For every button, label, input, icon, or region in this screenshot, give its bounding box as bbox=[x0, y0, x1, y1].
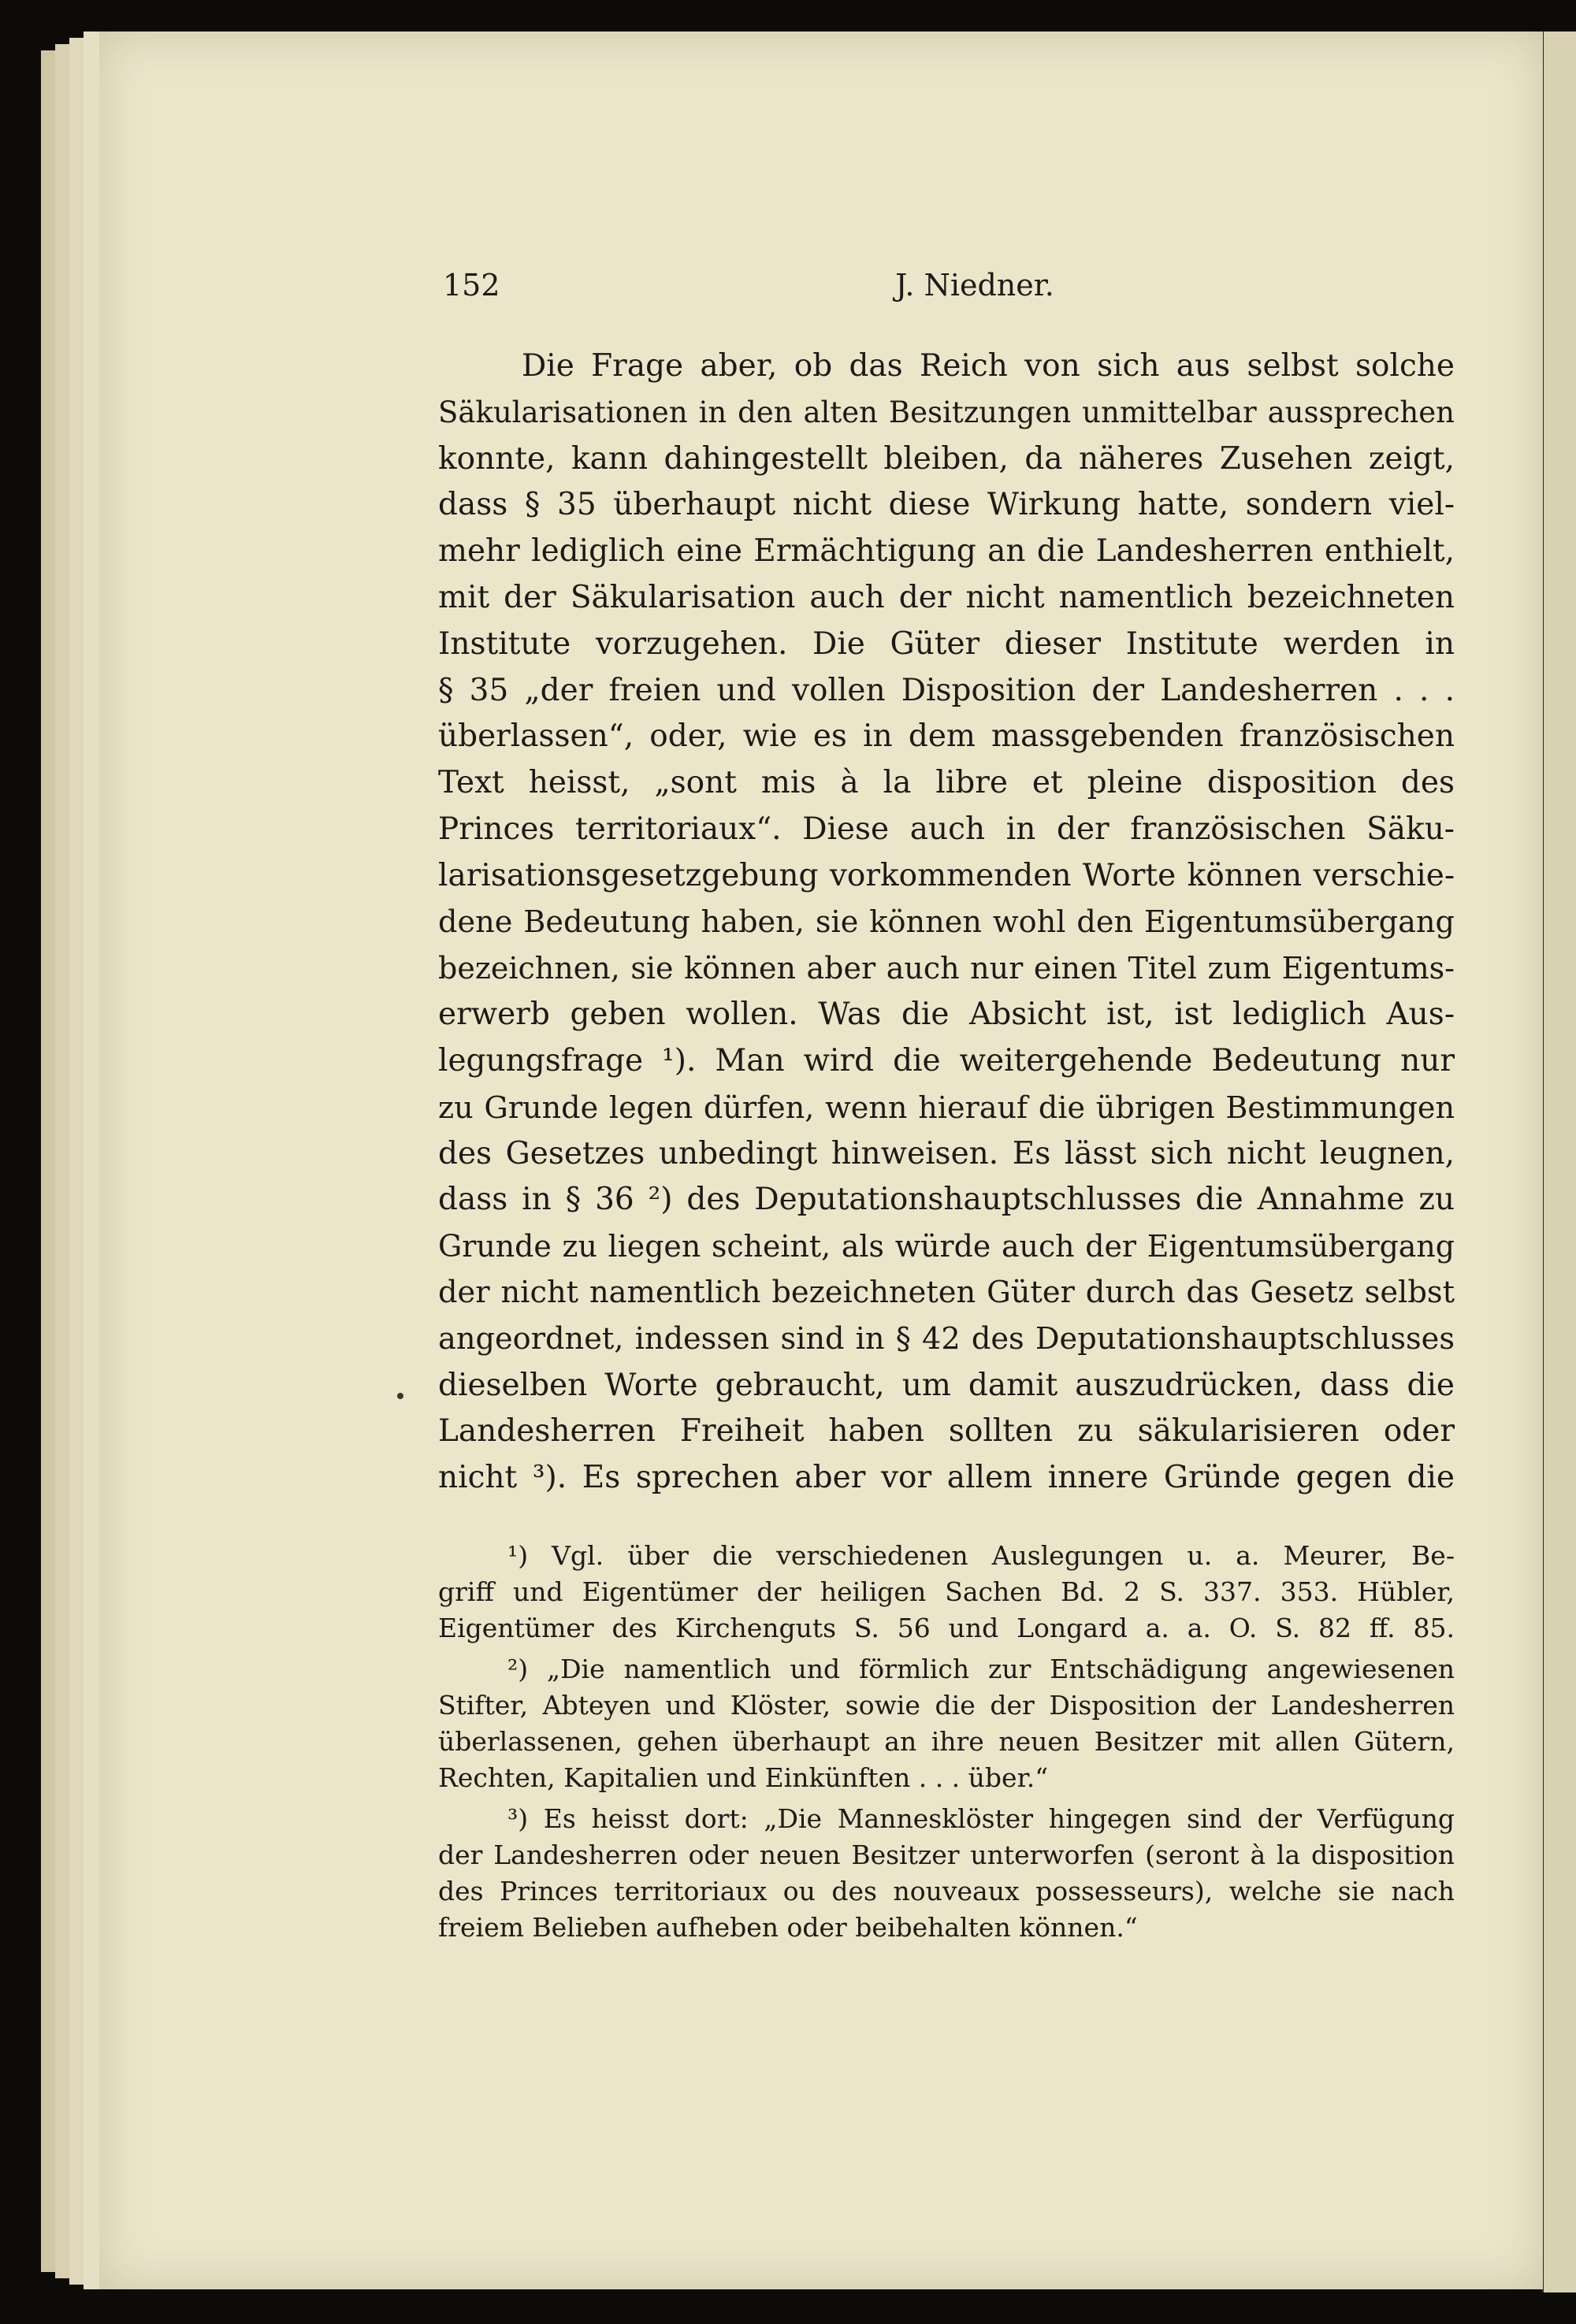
body-line: Grunde zu liegen scheint, als würde auch der Eigentumsübergang bbox=[438, 1229, 1455, 1264]
body-line: dene Bedeutung haben, sie können wohl den Eigentumsübergang bbox=[438, 904, 1455, 940]
body-line: dass § 35 überhaupt nicht diese Wirkung hatte, sondern viel- bbox=[438, 487, 1455, 523]
footnote-3 bbox=[438, 1801, 1455, 1946]
footnote-line: der Landesherren oder neuen Besitzer unterworfen (seront à la disposition bbox=[438, 1840, 1455, 1870]
body-line: Die Frage aber, ob das Reich von sich aus selbst solche bbox=[522, 348, 1455, 384]
body-line: Landesherren Freiheit haben sollten zu säkularisieren oder bbox=[438, 1413, 1455, 1450]
body-line: erwerb geben wollen. Was die Absicht ist, ist lediglich Aus- bbox=[438, 997, 1455, 1033]
body-line: angeordnet, indessen sind in § 42 des Deputationshauptschlusses bbox=[438, 1320, 1455, 1357]
footnote-line: griff und Eigentümer der heiligen Sachen Bd. 2 S. 337. 353. Hübler, bbox=[438, 1576, 1455, 1607]
body-line: mit der Säkularisation auch der nicht namentlich bezeichneten bbox=[438, 579, 1455, 615]
body-line: nicht ³). Es sprechen aber vor allem innere Gründe gegen die bbox=[438, 1460, 1455, 1496]
footnote-1 bbox=[438, 1538, 1455, 1646]
footnote-line: ³) Es heisst dort: „Die Mannesklöster hingegen sind der Verfügung bbox=[507, 1803, 1455, 1834]
footnote-line: ¹) Vgl. über die verschiedenen Auslegungen u. a. Meurer, Be- bbox=[507, 1540, 1455, 1571]
body-line: § 35 „der freien und vollen Disposition der Landesherren . . . bbox=[438, 672, 1455, 708]
body-line: dieselben Worte gebraucht, um damit auszudrücken, dass die bbox=[438, 1367, 1455, 1403]
footnote-line: Stifter, Abteyen und Klöster, sowie die der Disposition der Landesherren bbox=[438, 1690, 1455, 1721]
footnote-line: ²) „Die namentlich und förmlich zur Entschädigung angewiesenen bbox=[507, 1654, 1455, 1684]
page-number: 152 bbox=[443, 268, 500, 303]
running-head-title: J. Niedner. bbox=[895, 268, 1054, 303]
body-line: Säkularisationen in den alten Besitzungen unmittelbar aussprechen bbox=[438, 395, 1455, 429]
body-line: legungsfrage ¹). Man wird die weitergehende Bedeutung nur bbox=[438, 1042, 1455, 1078]
body-line: bezeichnen, sie können aber auch nur einen Titel zum Eigentums- bbox=[438, 951, 1455, 986]
body-line: überlassen“, oder, wie es in dem massgebenden französischen bbox=[438, 718, 1455, 755]
main-paragraph bbox=[438, 343, 1455, 1502]
footnote-2 bbox=[438, 1651, 1455, 1796]
body-line: Text heisst, „sont mis à la libre et pleine disposition des bbox=[438, 765, 1455, 801]
body-line: konnte, kann dahingestellt bleiben, da näheres Zusehen zeigt, bbox=[438, 440, 1455, 477]
body-line: der nicht namentlich bezeichneten Güter durch das Gesetz selbst bbox=[438, 1274, 1455, 1310]
body-line: zu Grunde legen dürfen, wenn hierauf die übrigen Bestimmungen bbox=[438, 1090, 1455, 1125]
facing-page-edge bbox=[1541, 32, 1576, 2292]
body-line: Institute vorzugehen. Die Güter dieser Institute werden in bbox=[438, 626, 1455, 662]
footnote-line: Rechten, Kapitalien und Einkünften . . . über.“ bbox=[438, 1762, 1049, 1793]
footnote-line: des Princes territoriaux ou des nouveaux possesseurs), welche sie nach bbox=[438, 1876, 1455, 1906]
body-line: Princes territoriaux“. Diese auch in der französischen Säku- bbox=[438, 811, 1455, 847]
footnotes bbox=[438, 1538, 1455, 1946]
ink-speck bbox=[397, 1393, 403, 1399]
body-line: larisationsgesetzgebung vorkommenden Worte können verschie- bbox=[438, 857, 1455, 893]
running-head bbox=[438, 268, 1455, 315]
book-page bbox=[99, 32, 1543, 2289]
body-line: des Gesetzes unbedingt hinweisen. Es lässt sich nicht leugnen, bbox=[438, 1135, 1455, 1171]
body-line: mehr lediglich eine Ermächtigung an die Landesherren enthielt, bbox=[438, 533, 1455, 570]
footnote-line: überlassenen, gehen überhaupt an ihre neuen Besitzer mit allen Gütern, bbox=[438, 1726, 1455, 1757]
body-line: dass in § 36 ²) des Deputationshauptschlusses die Annahme zu bbox=[438, 1182, 1455, 1218]
footnote-line: Eigentümer des Kirchenguts S. 56 und Longard a. a. O. S. 82 ff. 85. bbox=[438, 1613, 1455, 1643]
footnote-line: freiem Belieben aufheben oder beibehalten können.“ bbox=[438, 1912, 1138, 1943]
